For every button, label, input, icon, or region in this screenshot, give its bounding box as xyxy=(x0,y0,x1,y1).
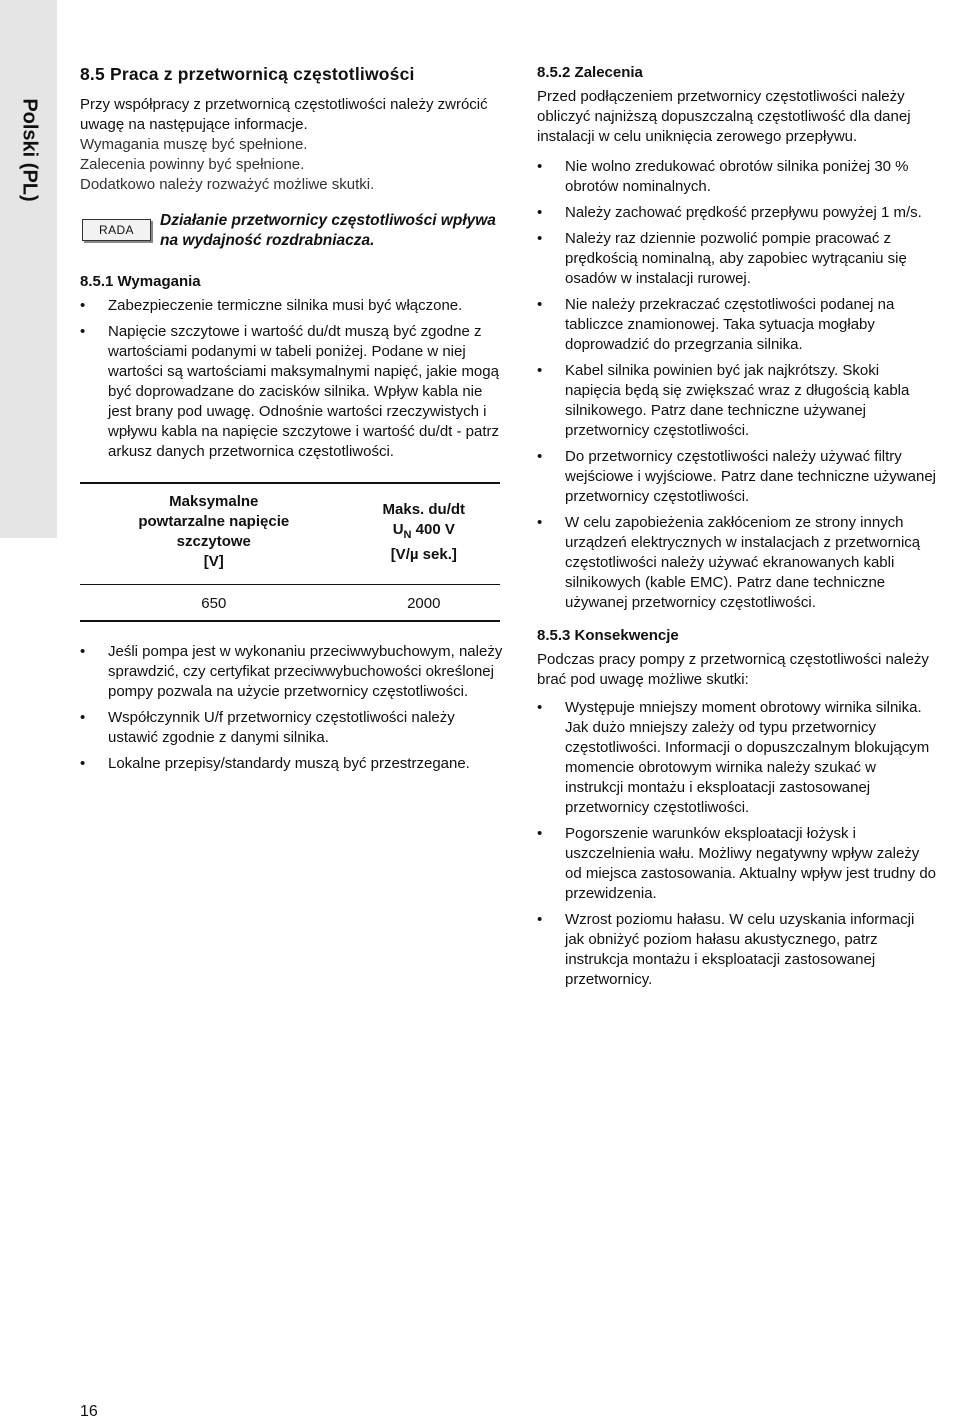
table-header-peak-voltage: Maksymalne powtarzalne napięcie szczytowe [V] xyxy=(80,483,348,585)
bullet-icon: • xyxy=(537,230,543,247)
list-item: • Do przetwornicy częstotliwości należy używać filtry wejściowe i wyjściowe. Patrz dane techniczne używanej przetwornicy częstotliwości. xyxy=(537,448,937,505)
voltage-table xyxy=(80,482,500,622)
subsection-heading: 8.5.3 Konsekwencje xyxy=(537,627,679,644)
bullet-icon: • xyxy=(80,297,86,314)
tip-box xyxy=(80,211,505,261)
list-item: • Nie należy przekraczać częstotliwości podanej na tabliczce znamionowej. Taka sytuacja mogłaby doprowadzić do przegrzania silnika. xyxy=(537,296,895,353)
list-item: • Nie wolno zredukować obrotów silnika poniżej 30 % obrotów nominalnych. xyxy=(537,158,909,195)
list-item: • Należy raz dziennie pozwolić pompie pracować z prędkością nominalną, aby zapobiec wytrącaniu się osadów w instalacji rurowej. xyxy=(537,230,907,287)
table-cell: 650 xyxy=(201,595,227,612)
paragraph: Przed podłączeniem przetwornicy częstotliwości należy obliczyć najniższą dopuszczalną częstotliwość dla danej instalacji w celu uniknięcia zerowego przepływu. xyxy=(537,88,911,145)
list-item: • Jeśli pompa jest w wykonaniu przeciwwybuchowym, należy sprawdzić, czy certyfikat przeciwwybuchowości określonej pompy pozwala na użycie przetwornicy częstotliwości. xyxy=(80,643,503,700)
bullet-icon: • xyxy=(537,825,543,842)
bullet-icon: • xyxy=(80,709,86,726)
list-item: • Należy zachować prędkość przepływu powyżej 1 m/s. xyxy=(537,204,922,221)
bullet-icon: • xyxy=(80,755,86,772)
subsection-heading: 8.5.2 Zalecenia xyxy=(537,64,643,81)
bullet-icon: • xyxy=(537,362,543,379)
right-column xyxy=(537,64,937,996)
recommendations-list xyxy=(537,157,937,613)
bullet-icon: • xyxy=(537,158,543,175)
requirements-list xyxy=(80,296,505,462)
section-heading: 8.5 Praca z przetwornicą częstotliwości xyxy=(80,64,415,84)
list-item: • Lokalne przepisy/standardy muszą być przestrzegane. xyxy=(80,755,470,772)
table-cell: 2000 xyxy=(407,595,441,612)
intro-line: Wymagania muszę być spełnione. xyxy=(80,136,308,153)
bullet-icon: • xyxy=(537,911,543,928)
left-column xyxy=(80,64,505,780)
bullet-icon: • xyxy=(537,204,543,221)
list-item: • Występuje mniejszy moment obrotowy wirnika silnika. Jak dużo mniejszy zależy od typu przetwornicy częstotliwości. Informacji o dopuszczalnym blokującym momencie obrotowym wirnika należy szukać w instrukcji montażu i eksploatacji zastosowanej przetwornicy częstotliwości. xyxy=(537,699,930,816)
bullet-icon: • xyxy=(80,323,86,340)
language-tab xyxy=(0,0,57,538)
list-item: • W celu zapobieżenia zakłóceniom ze strony innych urządzeń elektrycznych w instalacjach z przetwornicą częstotliwości należy używać ekranowanych kabli silnikowych (kable EMC). Patrz dane techniczne używanej przetwornicy częstotliwości. xyxy=(537,514,921,611)
bullet-icon: • xyxy=(537,514,543,531)
list-item: • Wzrost poziomu hałasu. W celu uzyskania informacji jak obniżyć poziom hałasu akustycznego, patrz instrukcja montażu i eksploatacji zastosowanej przetwornicy. xyxy=(537,911,915,988)
tip-badge: RADA xyxy=(82,219,151,241)
intro-line: Dodatkowo należy rozważyć możliwe skutki. xyxy=(80,176,375,193)
table-row xyxy=(80,585,500,622)
bullet-icon: • xyxy=(80,643,86,660)
tip-text: Działanie przetwornicy częstotliwości wpływa na wydajność rozdrabniacza. xyxy=(160,212,496,249)
bullet-icon: • xyxy=(537,699,543,716)
table-header-dudt: Maks. du/dt $U_N$ 400 V [V/µ sek.] xyxy=(348,483,500,585)
list-item: • Współczynnik U/f przetwornicy częstotliwości należy ustawić zgodnie z danymi silnika. xyxy=(80,709,455,746)
paragraph: Podczas pracy pompy z przetwornicą częstotliwości należy brać pod uwagę możliwe skutki: xyxy=(537,651,929,688)
list-item: • Napięcie szczytowe i wartość du/dt muszą być zgodne z wartościami podanymi w tabeli poniżej. Podane w niej wartości są wartościami maksymalnymi napięć, jakie mogą być doprowadzane do zacisków silnika. Wpływ kabla nie jest brany pod uwagę. Odnośnie wartości rzeczywistych i wpływu kabla na napięcie szczytowe i wartość du/dt - patrz arkusz danych przetwornica częstotliwości. xyxy=(80,323,500,460)
list-item: • Zabezpieczenie termiczne silnika musi być włączone. xyxy=(80,297,463,314)
intro-line: Przy współpracy z przetwornicą częstotliwości należy zwrócić uwagę na następujące informacje. xyxy=(80,96,488,133)
bullet-icon: • xyxy=(537,296,543,313)
bullet-icon: • xyxy=(537,448,543,465)
consequences-list xyxy=(537,698,937,990)
language-tab-label: Polski (PL) xyxy=(18,98,40,202)
intro-line: Zalecenia powinny być spełnione. xyxy=(80,156,305,173)
subsection-heading: 8.5.1 Wymagania xyxy=(80,273,201,290)
list-item: • Kabel silnika powinien być jak najkrótszy. Skoki napięcia będą się zwiększać wraz z długością kabla silnikowego. Patrz dane techniczne używanej przetwornicy częstotliwości. xyxy=(537,362,910,439)
requirements-list-continued xyxy=(80,642,505,774)
list-item: • Pogorszenie warunków eksploatacji łożysk i uszczelnienia wału. Możliwy negatywny wpływ zależy od miejsca zastosowania. Aktualny wpływ jest trudny do przewidzenia. xyxy=(537,825,937,902)
page-number: 16 xyxy=(80,1403,98,1420)
